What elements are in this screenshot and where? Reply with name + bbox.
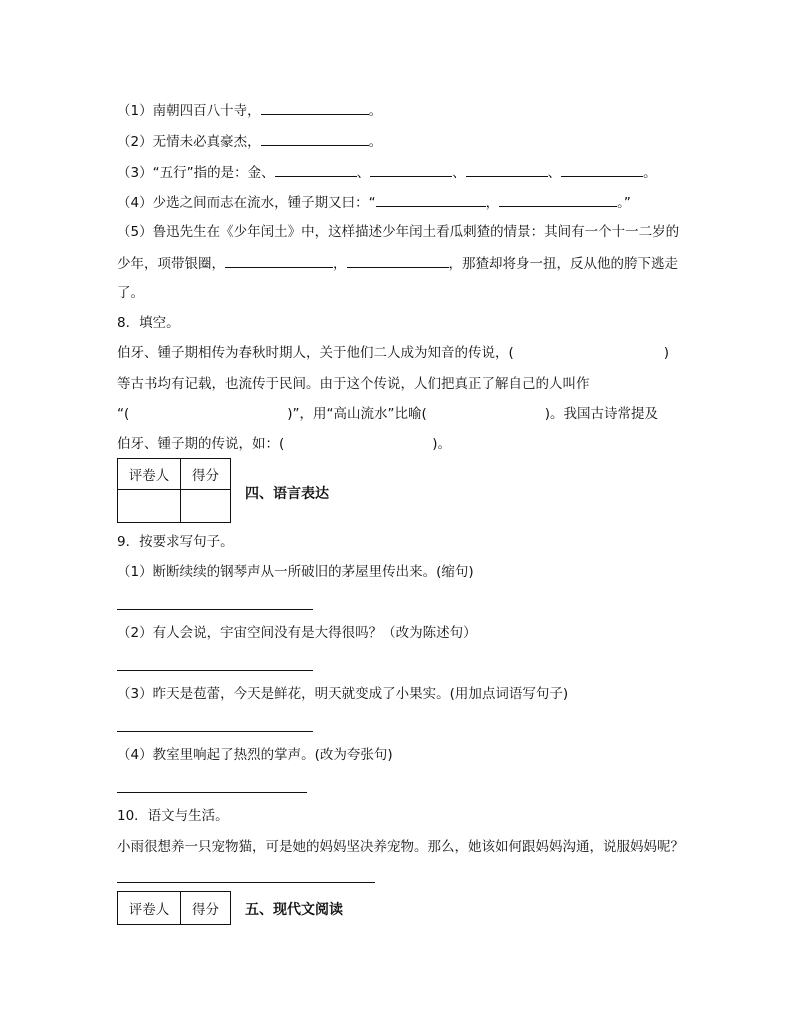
answer-blank[interactable] (499, 192, 617, 207)
answer-blank[interactable] (275, 162, 357, 177)
q9-item-3: （3）昨天是苞蕾，今天是鲜花，明天就变成了小果实。(用加点词语写句子) (117, 686, 569, 702)
q7-item-5-text: ，那猹却将身一扭，反从他的胯下逃走 (448, 256, 678, 272)
score-label: 得分 (181, 892, 231, 925)
separator: 、 (356, 165, 371, 181)
answer-blank[interactable] (347, 253, 449, 268)
answer-blank[interactable] (466, 162, 548, 177)
q8-line-4 (117, 434, 451, 454)
q7-item-1 (117, 100, 382, 121)
q8-title: 8．填空。 (117, 315, 180, 331)
q7-item-3-prompt: （3）“五行”指的是：金、 (117, 165, 275, 181)
answer-blank[interactable] (561, 162, 643, 177)
q9-item-1: （1）断断续续的钢琴声从一所破旧的茅屋里传出来。(缩句) (117, 564, 474, 580)
separator: ， (485, 195, 500, 211)
q7-item-5-line-2 (117, 253, 678, 274)
q7-item-5-line-3 (117, 283, 144, 303)
answer-blank[interactable] (376, 192, 486, 207)
answer-line[interactable] (117, 670, 313, 671)
separator: ， (333, 256, 347, 272)
q7-item-5-text: 少年，项带银圈， (117, 256, 225, 272)
answer-blank[interactable] (370, 162, 452, 177)
answer-line[interactable] (117, 731, 313, 732)
q7-item-1-prompt: （1）南朝四百八十寺， (117, 103, 261, 119)
q9-item-4: （4）教室里响起了热烈的掌声。(改为夸张句) (117, 747, 393, 763)
q8-text: )”，用“高山流水”比喻( (287, 406, 427, 422)
q9-title: 9．按要求写句子。 (117, 534, 234, 550)
reviewer-label: 评卷人 (118, 892, 181, 925)
q10-title: 10．语文与生活。 (117, 808, 229, 824)
q8-text: )。我国古诗常提及 (544, 406, 659, 422)
q8-line-3 (117, 404, 658, 424)
q7-item-4-prompt: （4）少选之间而志在流水，锺子期又曰：“ (117, 195, 376, 211)
q8-line-2: 等古书均有记载，也流传于民间。由于这个传说，人们把真正了解自己的人叫作 (117, 376, 590, 392)
section-4-title: 四、语言表达 (245, 486, 329, 502)
separator: 、 (452, 165, 466, 181)
answer-blank[interactable] (225, 253, 333, 268)
q7-item-4-end: 。” (617, 195, 631, 211)
score-label: 得分 (181, 459, 231, 490)
q7-item-2 (117, 131, 382, 152)
q7-item-4 (117, 192, 631, 213)
answer-line[interactable] (117, 609, 313, 610)
score-table (117, 458, 231, 523)
q8-text: 伯牙、锺子期的传说，如：( (117, 436, 285, 452)
score-cell[interactable] (181, 490, 231, 523)
answer-line[interactable] (117, 882, 375, 883)
q8-text: 伯牙、锺子期相传为春秋时期人，关于他们二人成为知音的传说，( (117, 345, 514, 361)
q7-item-3 (117, 162, 657, 183)
answer-blank[interactable] (261, 100, 369, 115)
separator: 、 (547, 165, 562, 181)
q8-text: ) (663, 345, 670, 361)
score-table (117, 891, 231, 925)
q7-item-5-line-1 (117, 222, 679, 242)
q7-item-1-end: 。 (368, 103, 383, 119)
q9-item-2: （2）有人会说，宇宙空间没有是大得很吗？（改为陈述句） (117, 625, 477, 641)
section-5-title: 五、现代文阅读 (245, 902, 343, 918)
q8-line-1 (117, 343, 669, 363)
reviewer-cell[interactable] (118, 490, 181, 523)
q7-item-5-text: （5）鲁迅先生在《少年闰土》中，这样描述少年闰土看瓜刺猹的情景：其间有一个十一二岁的 (117, 224, 680, 240)
q7-item-2-end: 。 (368, 134, 383, 150)
reviewer-label: 评卷人 (118, 459, 181, 490)
q8-text: )。 (432, 436, 452, 452)
q8-text: “( (117, 406, 130, 422)
q7-item-2-prompt: （2）无情未必真豪杰， (117, 134, 261, 150)
q10-text: 小雨很想养一只宠物猫，可是她的妈妈坚决养宠物。那么，她该如何跟妈妈沟通，说服妈妈呢？ (117, 839, 684, 855)
q7-item-3-end: 。 (643, 165, 657, 181)
answer-line[interactable] (117, 792, 307, 793)
answer-blank[interactable] (261, 131, 369, 146)
q7-item-5-text: 了。 (117, 285, 144, 301)
